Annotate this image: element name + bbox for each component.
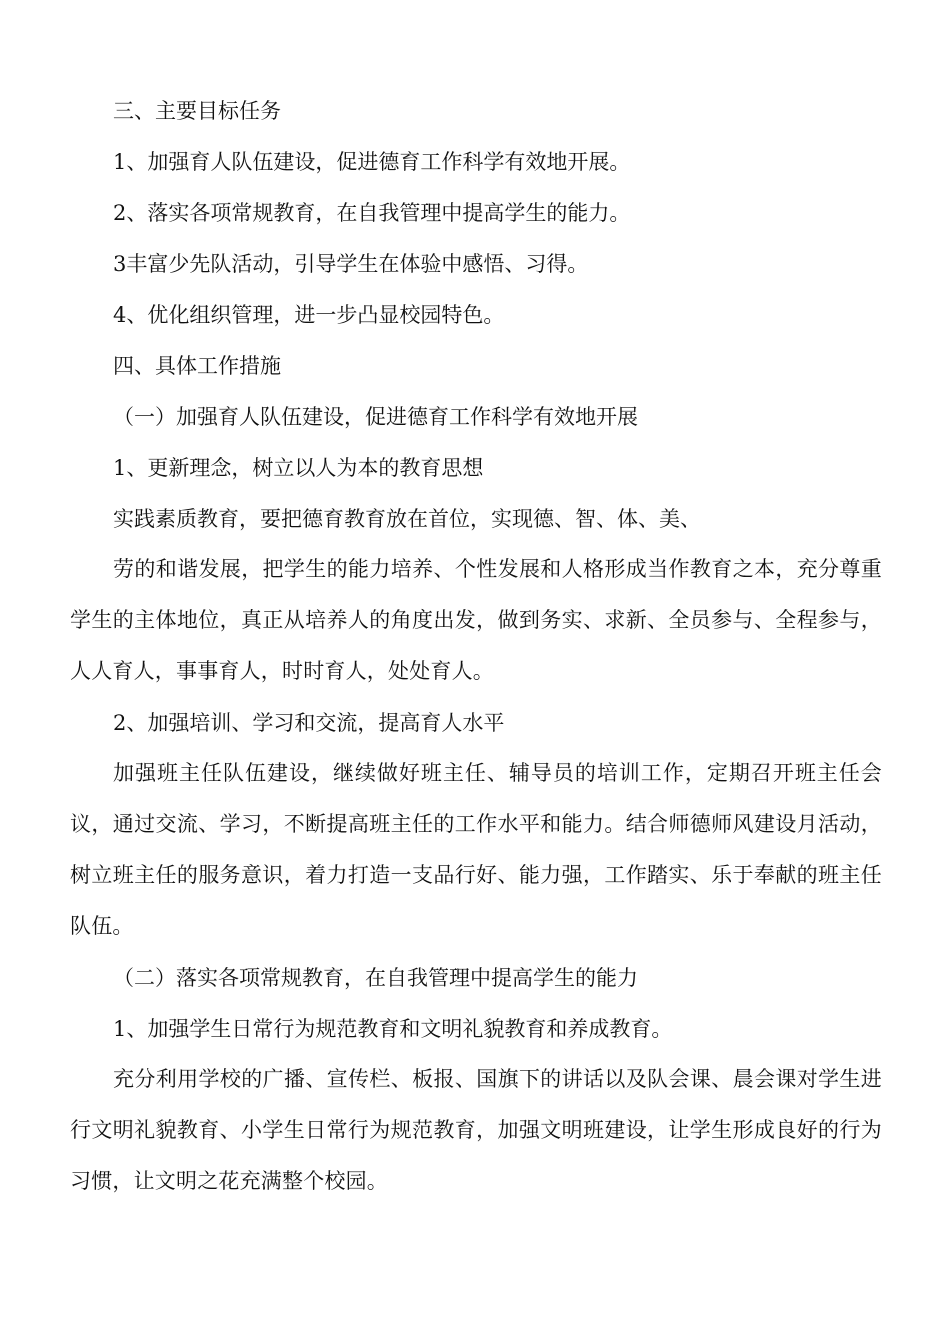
subsection-heading-1: （一）加强育人队伍建设，促进德育工作科学有效地开展: [113, 405, 638, 429]
paragraph-line: 实践素质教育，要把德育教育放在首位，实现德、智、体、美、: [113, 507, 701, 531]
goal-item-3: 3丰富少先队活动，引导学生在体验中感悟、习得。: [113, 252, 589, 276]
measure-heading-2: 2、加强培训、学习和交流，提高育人水平: [113, 711, 505, 735]
subsection-heading-2: （二）落实各项常规教育，在自我管理中提高学生的能力: [113, 966, 638, 990]
section-heading-measures: 四、具体工作措施: [113, 354, 281, 378]
paragraph-civility-education: 充分利用学校的广播、宣传栏、板报、国旗下的讲话以及队会课、晨会课对学生进行文明礼貌教育、小学生日常行为规范教育，加强文明班建设，让学生形成良好的行为习惯，让文明之花充满整个校园。: [70, 1067, 882, 1193]
goal-item-1: 1、加强育人队伍建设，促进德育工作科学有效地开展。: [113, 150, 631, 174]
goal-item-4: 4、优化组织管理，进一步凸显校园特色。: [113, 303, 505, 327]
paragraph-holistic-development: 劳的和谐发展，把学生的能力培养、个性发展和人格形成当作教育之本，充分尊重学生的主体地位，真正从培养人的角度出发，做到务实、求新、全员参与、全程参与，人人育人，事事育人，时时育人，处处育人。: [70, 557, 882, 683]
measure-heading-3: 1、加强学生日常行为规范教育和文明礼貌教育和养成教育。: [113, 1017, 673, 1041]
paragraph-teacher-training: 加强班主任队伍建设，继续做好班主任、辅导员的培训工作，定期召开班主任会议，通过交流、学习，不断提高班主任的工作水平和能力。结合师德师风建设月活动，树立班主任的服务意识，着力打造一支品行好、能力强，工作踏实、乐于奉献的班主任队伍。: [70, 761, 882, 938]
section-heading-main-goals: 三、主要目标任务: [113, 99, 281, 123]
measure-heading-1: 1、更新理念，树立以人为本的教育思想: [113, 456, 484, 480]
goal-item-2: 2、落实各项常规教育，在自我管理中提高学生的能力。: [113, 201, 631, 225]
